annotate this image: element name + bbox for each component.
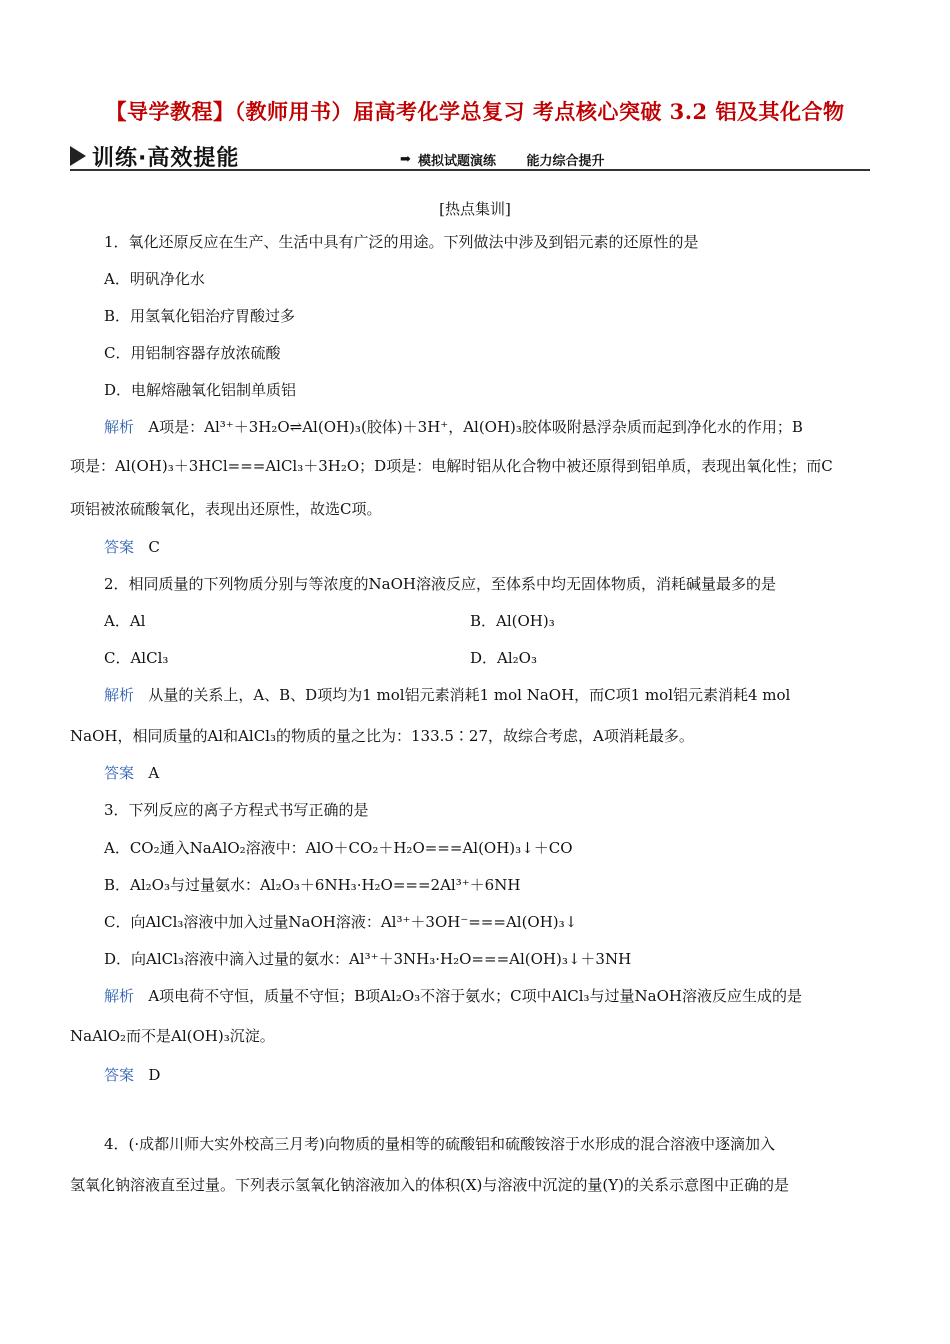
q2-option-c: C．AlCl₃ [104, 649, 169, 667]
q3-stem: 3．下列反应的离子方程式书写正确的是 [104, 801, 369, 819]
q3-option-b: B．Al₂O₃与过量氨水：Al₂O₃＋6NH₃·H₂O===2Al³⁺＋6NH [104, 876, 521, 894]
q2-analysis-line1 [104, 685, 916, 705]
answer-label: 答案 [104, 1066, 135, 1084]
banner-title: 训练·高效提能 [92, 146, 240, 171]
answer-value: C [148, 538, 160, 556]
q1-option-a: A．明矾净化水 [104, 270, 205, 288]
answer-label: 答案 [104, 764, 135, 782]
q1-stem: 1．氧化还原反应在生产、生活中具有广泛的用途。下列做法中涉及到铝元素的还原性的是 [104, 233, 699, 251]
q3-analysis-line1 [104, 986, 916, 1006]
banner-subtitle: 模拟试题演练 能力综合提升 [418, 154, 605, 169]
analysis-text: 从量的关系上，A、B、D项均为1 mol铝元素消耗1 mol NaOH，而C项1 mol铝元素消耗4 mol [148, 686, 791, 704]
q2-option-b: B．Al(OH)₃ [470, 612, 555, 630]
section-banner [70, 142, 880, 172]
answer-label: 答案 [104, 538, 135, 556]
q2-answer [104, 763, 916, 783]
q3-option-d: D．向AlCl₃溶液中滴入过量的氨水：Al³⁺＋3NH₃·H₂O===Al(OH)₃↓＋3NH [104, 950, 632, 968]
answer-value: D [148, 1066, 161, 1084]
q2-analysis-line2: NaOH，相同质量的Al和AlCl₃的物质的量之比为：133.5∶27，故综合考虑，A项消耗最多。 [70, 727, 694, 745]
q1-analysis-line1 [104, 417, 916, 437]
page-title: 【导学教程】（教师用书）届高考化学总复习 考点核心突破 3.2 铝及其化合物 [105, 99, 845, 124]
analysis-text: A项电荷不守恒，质量不守恒；B项Al₂O₃不溶于氨水；C项中AlCl₃与过量NaOH溶液反应生成的是 [148, 987, 802, 1005]
q1-analysis-line3: 项铝被浓硫酸氧化，表现出还原性，故选C项。 [70, 500, 382, 518]
analysis-label: 解析 [104, 987, 135, 1005]
analysis-label: 解析 [104, 686, 135, 704]
q2-option-d: D．Al₂O₃ [470, 649, 537, 667]
q3-analysis-line2: NaAlO₂而不是Al(OH)₃沉淀。 [70, 1027, 275, 1045]
q3-option-a: A．CO₂通入NaAlO₂溶液中：AlO＋CO₂＋H₂O===Al(OH)₃↓＋CO [104, 839, 573, 857]
analysis-label: 解析 [104, 418, 135, 436]
q2-stem: 2．相同质量的下列物质分别与等浓度的NaOH溶液反应，至体系中均无固体物质，消耗碱量最多的是 [104, 575, 776, 593]
answer-value: A [148, 764, 160, 782]
q2-options-row1 [104, 611, 804, 631]
analysis-text: A项是：Al³⁺＋3H₂O⇌Al(OH)₃(胶体)＋3H⁺，Al(OH)₃胶体吸附悬浮杂质而起到净化水的作用；B [148, 418, 803, 436]
q1-option-c: C．用铝制容器存放浓硫酸 [104, 344, 281, 362]
banner-rule [70, 169, 870, 171]
q1-analysis-line2: 项是：Al(OH)₃＋3HCl===AlCl₃＋3H₂O；D项是：电解时铝从化合物中被还原得到铝单质，表现出氧化性；而C [70, 457, 833, 475]
q2-options-row2 [104, 648, 804, 668]
q4-stem-line2: 氢氧化钠溶液直至过量。下列表示氢氧化钠溶液加入的体积(X)与溶液中沉淀的量(Y)的关系示意图中正确的是 [70, 1176, 789, 1194]
q2-option-a: A．Al [104, 612, 146, 630]
play-triangle-icon [70, 146, 86, 166]
q4-stem-line1: 4．(·成都川师大实外校高三月考)向物质的量相等的硫酸铝和硫酸铵溶于水形成的混合溶液中逐滴加入 [104, 1135, 776, 1153]
q1-answer [104, 537, 916, 557]
section-heading: [热点集训] [439, 200, 511, 218]
q3-option-c: C．向AlCl₃溶液中加入过量NaOH溶液：Al³⁺＋3OH⁻===Al(OH)₃↓ [104, 913, 578, 931]
q3-answer [104, 1065, 916, 1085]
q1-option-d: D．电解熔融氧化铝制单质铝 [104, 381, 297, 399]
arrow-right-icon: ➡ [400, 152, 411, 167]
q1-option-b: B．用氢氧化铝治疗胃酸过多 [104, 307, 296, 325]
